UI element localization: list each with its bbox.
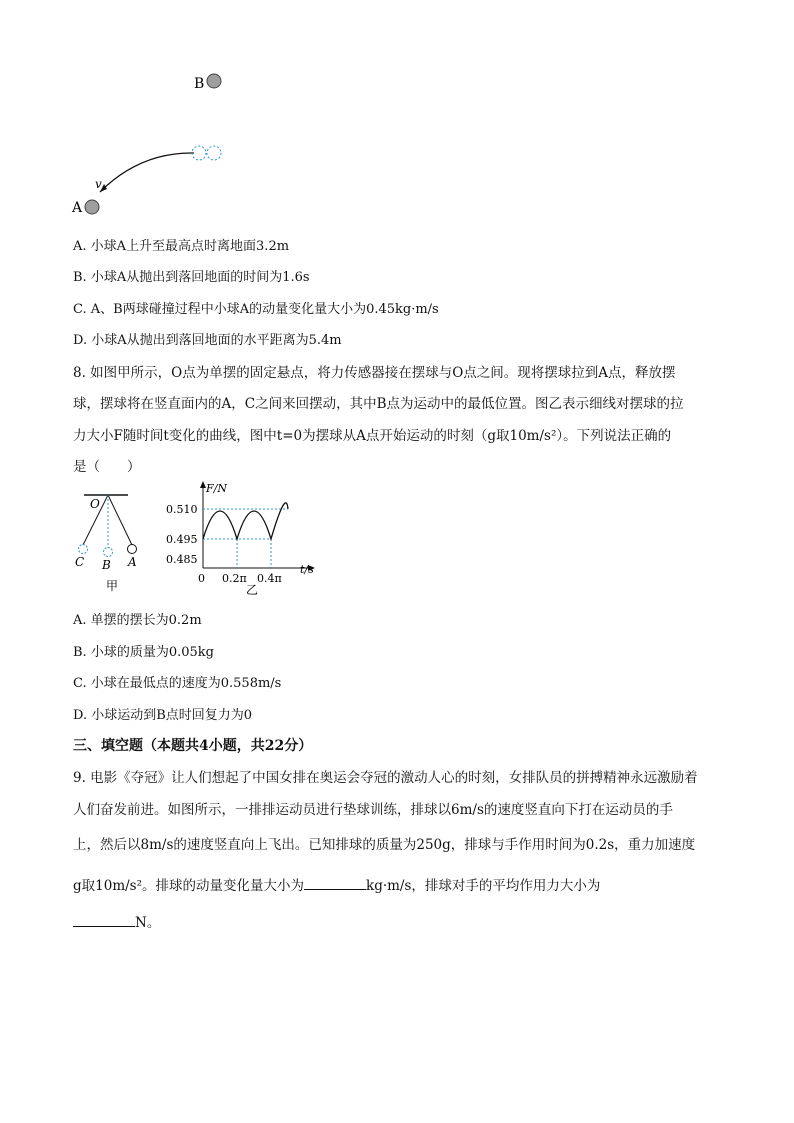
y-tick-0485: 0.485 (166, 553, 198, 566)
q9-line-4-part-a: g取10m/s²。排球的动量变化量大小为 (73, 878, 305, 894)
x-tick-02pi: 0.2π (222, 572, 247, 585)
ball-a (85, 200, 99, 214)
trajectory-arc (100, 153, 194, 192)
q9-line-4 (73, 874, 723, 894)
q9-line-2: 人们奋发前进。如图所示，一排排运动员进行垫球训练，排球以6m/s的速度竖直向下打在运动员的手 (73, 802, 673, 818)
x-tick-04pi: 0.4π (257, 572, 282, 585)
y-tick-0510: 0.510 (166, 503, 198, 516)
q8-option-c: C. 小球在最低点的速度为0.558m/s (73, 676, 282, 691)
string-a (108, 495, 132, 545)
y-tick-0495: 0.495 (166, 533, 198, 546)
figure-pendulum-and-graph (70, 478, 340, 598)
pendulum-ball-b (104, 548, 113, 557)
q8-option-d: D. 小球运动到B点时回复力为0 (73, 708, 253, 723)
label-v: v (95, 177, 102, 191)
ball-b (207, 74, 221, 88)
answer-blank-1[interactable] (304, 875, 366, 890)
q8-option-a: A. 单摆的摆长为0.2m (73, 613, 202, 628)
q8-option-b: B. 小球的质量为0.05kg (73, 645, 214, 660)
section-heading: 三、填空题（本题共4小题，共22分） (73, 738, 313, 754)
caption-yi: 乙 (246, 583, 259, 597)
pendulum-ball-a (128, 545, 137, 554)
q8-line-2: 球，摆球将在竖直面内的A，C之间来回摆动，其中B点为运动中的最低位置。图乙表示细线对摆球的拉 (73, 396, 684, 412)
force-curve (203, 503, 288, 539)
label-o: O (90, 497, 100, 511)
x-axis-label: t/s (300, 563, 314, 576)
pendulum-ball-c (79, 545, 88, 554)
q9-line-5-text: N。 (135, 915, 161, 931)
q9-line-3: 上，然后以8m/s的速度竖直向上飞出。已知排球的质量为250g，排球与手作用时间为0.2s，重力加速度 (73, 837, 696, 853)
q7-option-c: C. A、B两球碰撞过程中小球A的动量变化量大小为0.45kg·m/s (73, 302, 439, 317)
q9-line-1: 9. 电影《夺冠》让人们想起了中国女排在奥运会夺冠的激动人心的时刻，女排队员的拼搏精神永远激励着 (73, 770, 698, 786)
q7-option-b: B. 小球A从抛出到落回地面的时间为1.6s (73, 270, 310, 285)
dashed-ball-1 (192, 146, 206, 160)
q9-line-4-part-b: kg·m/s，排球对手的平均作用力大小为 (366, 878, 601, 894)
q9-line-5 (73, 911, 723, 931)
label-c: C (75, 555, 85, 569)
q8-line-3: 力大小F随时间t变化的曲线，图中t=0为摆球从A点开始运动的时刻（g取10m/s²）。下列说法正确的 (73, 428, 672, 444)
caption-jia: 甲 (106, 579, 119, 593)
figure-collision (60, 60, 260, 225)
q7-option-d: D. 小球A从抛出到落回地面的水平距离为5.4m (73, 333, 342, 348)
q8-line-4: 是（ ） (73, 459, 141, 475)
x-tick-0: 0 (198, 572, 205, 585)
label-a: A (72, 200, 83, 216)
label-a: A (128, 555, 137, 569)
q7-option-a: A. 小球A上升至最高点时离地面3.2m (73, 239, 290, 254)
answer-blank-2[interactable] (73, 912, 135, 927)
label-b: B (102, 558, 111, 572)
q8-line-1: 8. 如图甲所示，O点为单摆的固定悬点，将力传感器接在摆球与O点之间。现将摆球拉到A点，释放摆 (73, 365, 676, 381)
y-axis-label: F/N (206, 482, 227, 495)
label-b: B (194, 76, 205, 92)
figure-yi (166, 481, 315, 597)
dashed-ball-2 (207, 146, 221, 160)
figure-jia (75, 495, 137, 593)
